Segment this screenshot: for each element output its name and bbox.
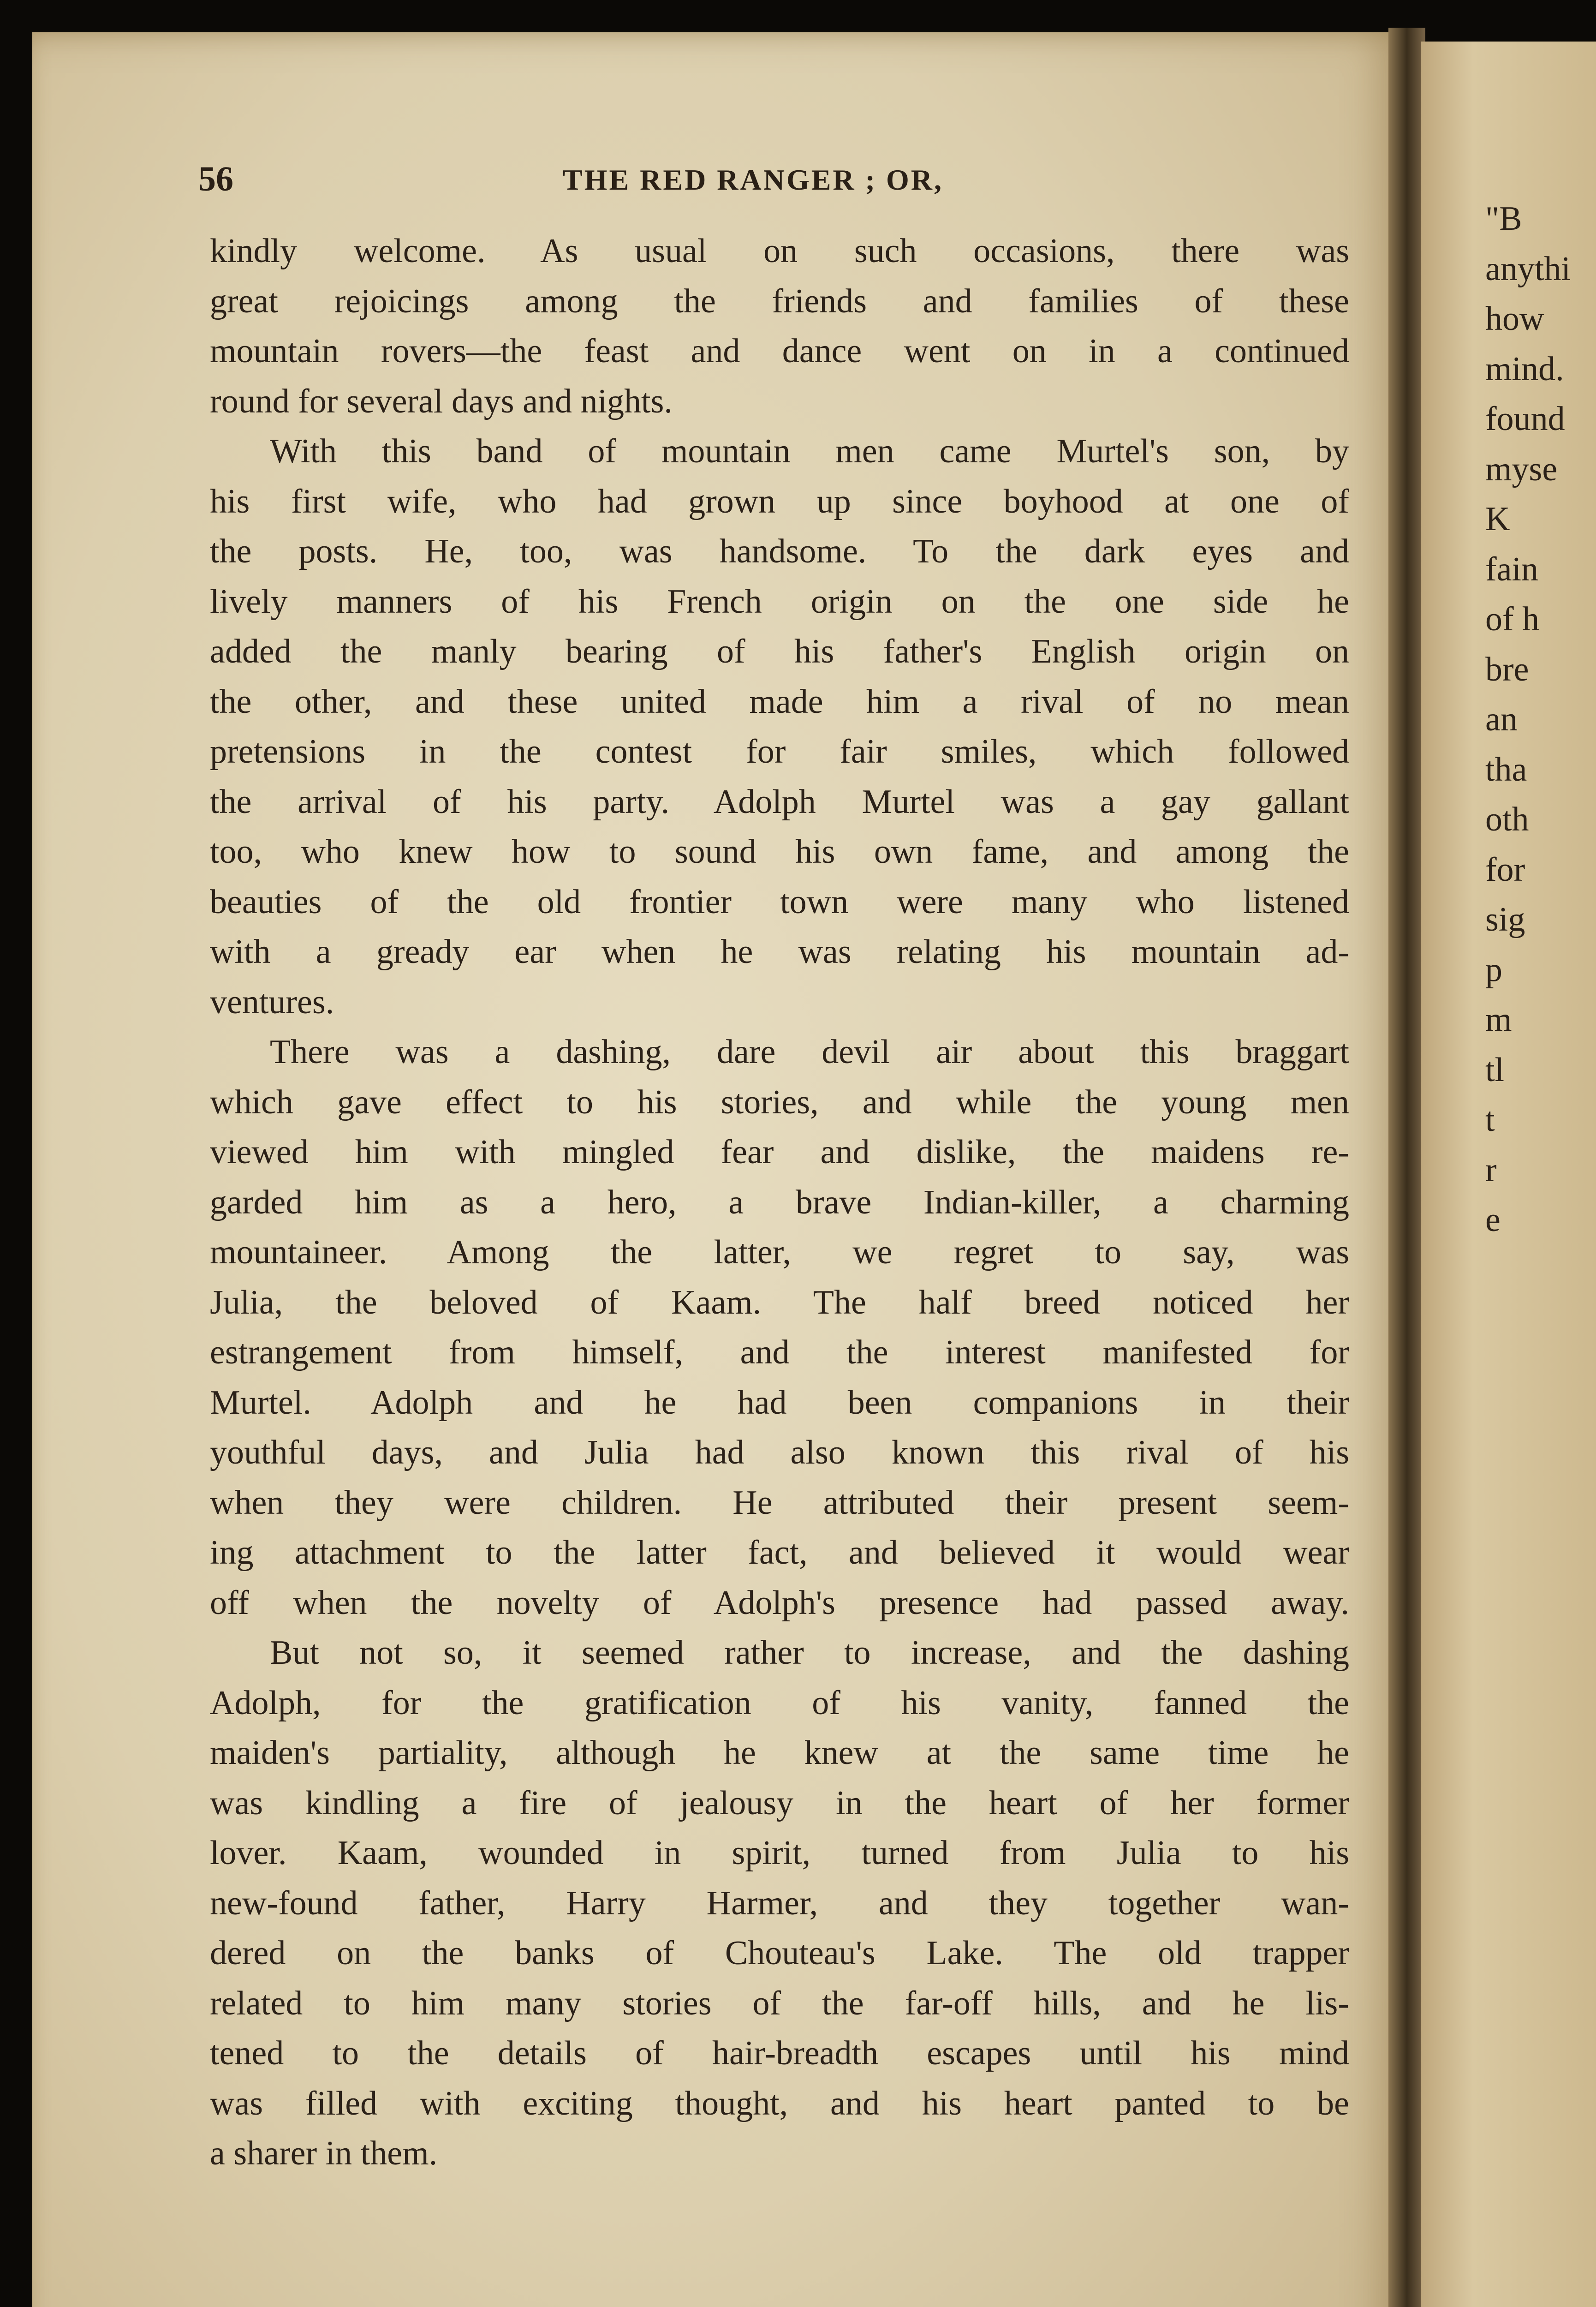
text-fragment: tha bbox=[1485, 750, 1527, 789]
text-line: maiden's partiality, although he knew at the same time he bbox=[210, 1734, 1349, 1772]
text-fragment: bre bbox=[1485, 650, 1529, 688]
text-line: mountaineer. Among the latter, we regret to say, was bbox=[210, 1233, 1349, 1271]
body-text bbox=[210, 226, 1349, 2179]
text-line: his first wife, who had grown up since boyhood at one of bbox=[210, 482, 1349, 520]
running-title: THE RED RANGER ; OR, bbox=[563, 163, 943, 196]
text-line: ing attachment to the latter fact, and believed it would wear bbox=[210, 1534, 1349, 1572]
text-line: which gave effect to his stories, and while the young men bbox=[210, 1083, 1349, 1121]
text-line: tened to the details of hair-breadth escapes until his mind bbox=[210, 2034, 1349, 2072]
text-line: mountain rovers—the feast and dance went on in a continued bbox=[210, 332, 1349, 370]
text-fragment: sig bbox=[1485, 901, 1525, 938]
text-line: was filled with exciting thought, and his heart panted to be bbox=[210, 2084, 1349, 2122]
text-line: youthful days, and Julia had also known this rival of his bbox=[210, 1434, 1349, 1471]
text-line: With this band of mountain men came Murtel's son, by bbox=[270, 432, 1349, 470]
text-line: too, who knew how to sound his own fame, and among the bbox=[210, 833, 1349, 871]
text-line: kindly welcome. As usual on such occasions, there was bbox=[210, 232, 1349, 270]
text-line: ventures. bbox=[210, 983, 334, 1021]
page-header bbox=[198, 159, 1365, 215]
text-line: the arrival of his party. Adolph Murtel was a gay gallant bbox=[210, 783, 1349, 821]
text-line: with a gready ear when he was relating his mountain ad- bbox=[210, 933, 1349, 971]
text-fragment: p bbox=[1485, 950, 1502, 989]
text-fragment: m bbox=[1485, 1001, 1512, 1039]
text-line: the other, and these united made him a rival of no mean bbox=[210, 682, 1349, 721]
text-fragment: t bbox=[1485, 1101, 1495, 1139]
text-line: a sharer in them. bbox=[210, 2134, 438, 2172]
text-fragment: tl bbox=[1485, 1051, 1505, 1089]
text-line: pretensions in the contest for fair smiles, which followed bbox=[210, 733, 1349, 771]
text-fragment: oth bbox=[1485, 801, 1529, 838]
text-fragment: K bbox=[1485, 500, 1510, 538]
text-fragment: e bbox=[1485, 1201, 1501, 1239]
text-line: Murtel. Adolph and he had been companions in their bbox=[210, 1383, 1349, 1422]
text-line: estrangement from himself, and the interest manifested for bbox=[210, 1333, 1349, 1371]
text-line: added the manly bearing of his father's English origin on bbox=[210, 633, 1349, 670]
text-fragment: an bbox=[1485, 700, 1518, 738]
text-line: But not so, it seemed rather to increase, and the dashing bbox=[270, 1634, 1349, 1672]
text-line: great rejoicings among the friends and families of these bbox=[210, 282, 1349, 320]
text-fragment: fain bbox=[1485, 550, 1539, 588]
text-line: There was a dashing, dare devil air about this braggart bbox=[270, 1033, 1349, 1071]
text-line: round for several days and nights. bbox=[210, 382, 673, 420]
text-line: lively manners of his French origin on the one side he bbox=[210, 582, 1349, 621]
text-line: lover. Kaam, wounded in spirit, turned from Julia to his bbox=[210, 1834, 1349, 1872]
text-fragment: myse bbox=[1485, 450, 1558, 488]
text-line: when they were children. He attributed their present seem- bbox=[210, 1483, 1349, 1522]
book-spine bbox=[1388, 28, 1425, 2307]
text-line: the posts. He, too, was handsome. To the dark eyes and bbox=[210, 532, 1349, 570]
text-fragment: "B bbox=[1485, 200, 1522, 238]
text-fragment: r bbox=[1485, 1151, 1497, 1189]
right-page-text-fragments bbox=[1485, 194, 1571, 1245]
text-line: Julia, the beloved of Kaam. The half breed noticed her bbox=[210, 1283, 1349, 1321]
text-line: new-found father, Harry Harmer, and they together wan- bbox=[210, 1884, 1349, 1922]
text-line: Adolph, for the gratification of his vanity, fanned the bbox=[210, 1684, 1349, 1722]
text-fragment: anythi bbox=[1485, 250, 1571, 288]
text-fragment: of h bbox=[1485, 600, 1540, 638]
page-number: 56 bbox=[198, 160, 233, 198]
text-line: viewed him with mingled fear and dislike, the maidens re- bbox=[210, 1133, 1349, 1171]
text-fragment: mind. bbox=[1485, 350, 1564, 388]
text-fragment: how bbox=[1485, 300, 1544, 338]
text-line: related to him many stories of the far-off hills, and he lis- bbox=[210, 1984, 1349, 2022]
text-line: off when the novelty of Adolph's presence had passed away. bbox=[210, 1584, 1349, 1622]
text-line: dered on the banks of Chouteau's Lake. The old trapper bbox=[210, 1934, 1349, 1972]
text-line: was kindling a fire of jealousy in the heart of her former bbox=[210, 1784, 1349, 1822]
text-line: beauties of the old frontier town were many who listened bbox=[210, 883, 1349, 921]
text-line: garded him as a hero, a brave Indian-killer, a charming bbox=[210, 1183, 1349, 1221]
text-fragment: found bbox=[1485, 400, 1565, 438]
text-fragment: for bbox=[1485, 850, 1525, 889]
